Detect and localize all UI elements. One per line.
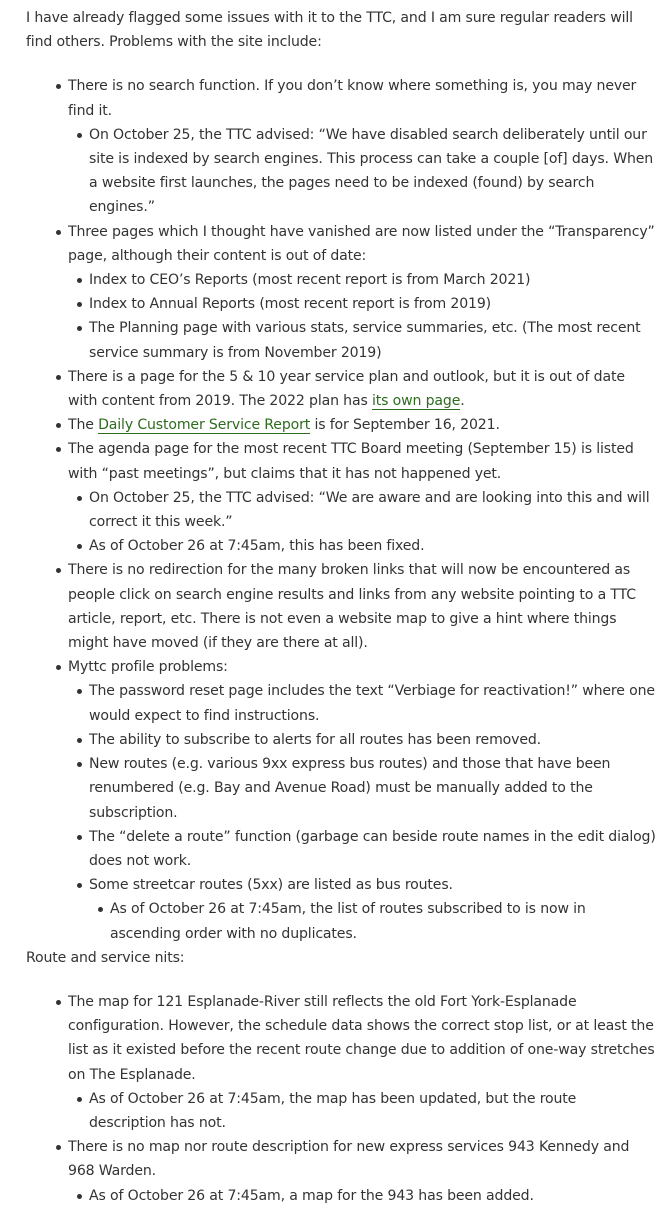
list-item (89, 679, 656, 727)
list-item (89, 268, 656, 292)
list-item-text: The (68, 417, 99, 434)
route-nits-list (26, 990, 656, 1208)
list-item-no-search (68, 74, 656, 219)
list-item-text: There is no redirection for the many broken links that will now be encountered as people click on search engine results and links from any website pointing to a TTC article, report, etc. There is not even a website map to give a hint where things might have moved (if they are there at all). (68, 562, 636, 652)
bullet-icon (56, 423, 61, 428)
bullet-icon (77, 496, 82, 501)
list-item-service-plan (68, 365, 656, 413)
list-item-text: There is no map nor route description for new express services 943 Kennedy and 968 Warden. (68, 1139, 630, 1180)
bullet-icon (56, 84, 61, 89)
list-item-note (89, 486, 656, 534)
bullet-icon (56, 568, 61, 573)
intro-paragraph: I have already flagged some issues with it to the TTC, and I am sure regular readers will find others. Problems with the site include: (26, 10, 633, 51)
list-item-text: Three pages which I thought have vanished are now listed under the “Transparency” page, although their content is out of date: (68, 223, 655, 264)
list-item-text: Index to Annual Reports (most recent report is from 2019) (89, 296, 491, 313)
list-item-note (110, 897, 656, 945)
list-item-transparency (68, 220, 656, 365)
bullet-icon (77, 326, 82, 331)
bullet-icon (77, 835, 82, 840)
list-item-note (89, 123, 656, 220)
bullet-icon (56, 665, 61, 670)
bullet-icon (56, 1000, 61, 1005)
list-item-text: On October 25, the TTC advised: “We are aware and are looking into this and will correct it this week.” (89, 489, 650, 531)
list-item-text: The map for 121 Esplanade-River still reflects the old Fort York-Esplanade configuration. However, the schedule data shows the correct stop list, or at least the list as it existed before the recent route change due to addition of one-way stretches on The Esplanade. (68, 993, 655, 1083)
list-item-text: The password reset page includes the text “Verbiage for reactivation!” where one would expect to find instructions. (89, 683, 655, 724)
list-item-myttc (68, 655, 656, 945)
list-item-text: The Planning page with various stats, service summaries, etc. (The most recent service summary is from November 2019) (89, 320, 641, 361)
list-item-text: On October 25, the TTC advised: “We have disabled search deliberately until our site is indexed by search engines. This process can take a couple [of] days. When a website first launches, the pages need to be indexed (found) by search engines.” (89, 126, 654, 216)
daily-customer-service-report-link[interactable]: Daily Customer Service Report (98, 417, 311, 434)
list-item (89, 873, 656, 946)
list-item-text: There is no search function. If you don’t know where something is, you may never find it. (68, 78, 637, 119)
list-item-text: As of October 26 at 7:45am, the list of routes subscribed to is now in ascending order with no duplicates. (110, 901, 586, 942)
bullet-icon (77, 133, 82, 138)
sub-list (68, 486, 656, 559)
list-item-map-121 (68, 990, 656, 1135)
list-item-text: The ability to subscribe to alerts for all routes has been removed. (89, 731, 541, 748)
its-own-page-link[interactable]: its own page (371, 393, 461, 410)
bullet-icon (56, 1145, 61, 1150)
sub-list (68, 123, 656, 220)
list-item-text: As of October 26 at 7:45am, this has been fixed. (89, 538, 425, 555)
list-item-text: . (460, 393, 465, 410)
bullet-icon (77, 738, 82, 743)
sub-list (68, 268, 656, 365)
list-item-express (68, 1135, 656, 1208)
bullet-icon (56, 230, 61, 235)
list-item (89, 825, 656, 873)
list-item (89, 316, 656, 364)
list-item-daily-report (68, 413, 656, 437)
sub-list (68, 1087, 656, 1135)
bullet-icon (56, 447, 61, 452)
bullet-icon (77, 302, 82, 307)
list-item-text: The “delete a route” function (garbage can beside route names in the edit dialog) does not work. (89, 828, 656, 869)
list-item-text: The agenda page for the most recent TTC Board meeting (September 15) is listed with “past meetings”, but claims that it has not happened yet. (68, 441, 634, 482)
list-item-note (89, 534, 656, 558)
bullet-icon (77, 1097, 82, 1102)
list-item-agenda (68, 437, 656, 558)
sub-list (68, 1184, 656, 1208)
bullet-icon (98, 907, 103, 912)
list-item-text: As of October 26 at 7:45am, a map for the 943 has been added. (89, 1187, 534, 1204)
site-problems-list (26, 74, 656, 945)
list-item (89, 292, 656, 316)
sub-list (68, 679, 656, 945)
bullet-icon (77, 689, 82, 694)
list-item-note (89, 1184, 656, 1208)
bullet-icon (77, 278, 82, 283)
list-item-text: Index to CEO’s Reports (most recent report is from March 2021) (89, 272, 531, 289)
bullet-icon (77, 762, 82, 767)
list-item-text: is for September 16, 2021. (310, 417, 500, 434)
list-item (89, 752, 656, 825)
list-item-text: Myttc profile problems: (68, 659, 228, 676)
list-item-note (89, 1087, 656, 1135)
list-item-text: There is a page for the 5 & 10 year service plan and outlook, but it is out of date with content from 2019. The 2022 plan has (68, 368, 625, 410)
list-item-text: As of October 26 at 7:45am, the map has been updated, but the route description has not. (89, 1090, 577, 1131)
list-item-text: Some streetcar routes (5xx) are listed as bus routes. (89, 877, 453, 894)
bullet-icon (77, 883, 82, 888)
list-item (89, 728, 656, 752)
bullet-icon (77, 544, 82, 549)
route-heading: Route and service nits: (26, 949, 185, 966)
list-item-text: New routes (e.g. various 9xx express bus routes) and those that have been renumbered (e.g. Bay and Avenue Road) must be manually added to the subscription. (89, 756, 611, 821)
bullet-icon (77, 1194, 82, 1199)
sub-sub-list (89, 897, 656, 945)
bullet-icon (56, 375, 61, 380)
list-item-redirection (68, 558, 656, 655)
